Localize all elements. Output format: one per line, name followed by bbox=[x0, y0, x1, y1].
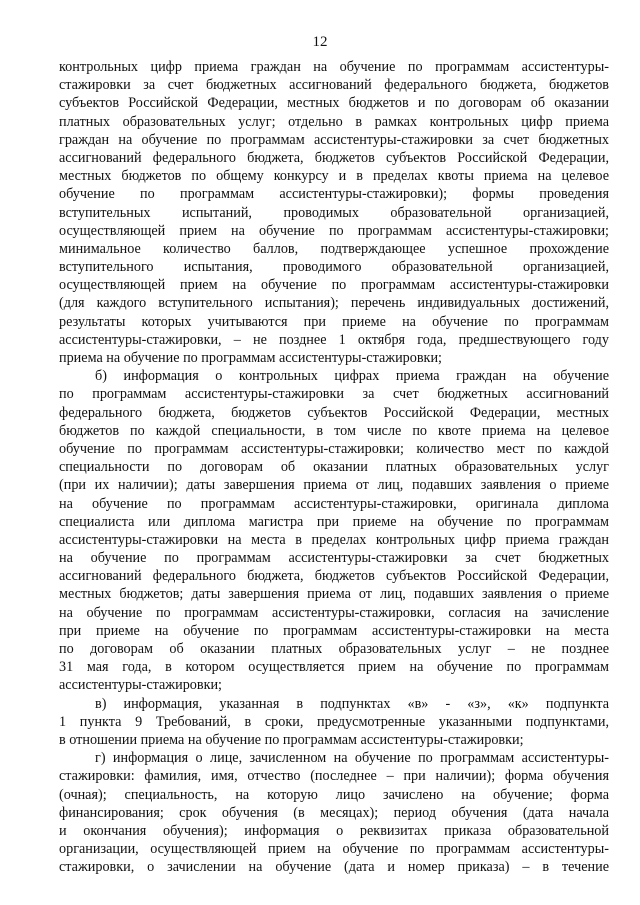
text-line: специалиста или диплома магистра при приеме на обучение по программам bbox=[59, 513, 609, 530]
text-line: организации, осуществляющей прием на обучение по программам ассистентуры- bbox=[59, 841, 609, 858]
text-line: на обучение по программам ассистентуры-стажировки, согласия на зачисление bbox=[59, 604, 609, 621]
text-line: бюджетов по каждой специальности, в том числе по квоте приема на целевое bbox=[59, 422, 609, 439]
text-line: г) информация о лице, зачисленном на обучение по программам ассистентуры- bbox=[95, 750, 609, 767]
text-line: федерального бюджета, бюджетов субъектов Российской Федерации, местных bbox=[59, 404, 609, 421]
text-line: (при их наличии); даты завершения приема от лиц, подавших заявления о приеме bbox=[59, 477, 609, 494]
text-line: осуществляющей прием на обучение по программам ассистентуры-стажировки; bbox=[59, 222, 609, 239]
text-line: ассигнований федерального бюджета, бюджетов субъектов Российской Федерации, bbox=[59, 149, 609, 166]
text-line: 31 мая года, в котором осуществляется прием на обучение по программам bbox=[59, 659, 609, 676]
text-line: специальности по договорам об оказании платных образовательных услуг bbox=[59, 459, 609, 476]
text-line: стажировки за счет бюджетных ассигнований федерального бюджета, бюджетов bbox=[59, 77, 609, 94]
text-line: осуществляющей прием на обучение по программам ассистентуры-стажировки bbox=[59, 277, 609, 294]
text-line: результаты которых учитываются при приеме на обучение по программам bbox=[59, 313, 609, 330]
text-line: вступительного испытания, проводимого образовательной организацией, bbox=[59, 259, 609, 276]
text-line: ассигнований федерального бюджета, бюджетов субъектов Российской Федерации, bbox=[59, 568, 609, 585]
text-line: субъектов Российской Федерации, местных бюджетов и по договорам об оказании bbox=[59, 95, 609, 112]
text-line: стажировки, о зачислении на обучение (дата и номер приказа) – в течение bbox=[59, 859, 609, 876]
text-line: обучение по программам ассистентуры-стажировки; количество мест по каждой bbox=[59, 440, 609, 457]
text-line: в отношении приема на обучение по программам ассистентуры-стажировки; bbox=[59, 731, 524, 748]
text-line: и окончания обучения); информация о реквизитах приказа образовательной bbox=[59, 822, 609, 839]
text-line: ассистентуры-стажировки на места в пределах контрольных цифр приема граждан bbox=[59, 531, 609, 548]
page-number: 12 bbox=[312, 34, 328, 50]
text-line: контрольных цифр приема граждан на обучение по программам ассистентуры- bbox=[59, 59, 609, 75]
text-line: на обучение по программам ассистентуры-стажировки за счет бюджетных bbox=[59, 550, 609, 567]
text-line: граждан на обучение по программам ассистентуры-стажировки за счет бюджетных bbox=[59, 131, 609, 148]
text-line: местных бюджетов по общему конкурсу и в пределах квоты приема на целевое bbox=[59, 168, 609, 185]
text-line: ассистентуры-стажировки; bbox=[59, 677, 223, 694]
text-line: ассистентуры-стажировки, – не позднее 1 октября года, предшествующего году bbox=[59, 331, 609, 348]
text-line: (очная); специальность, на которую лицо зачислено на обучение; форма bbox=[59, 786, 609, 803]
text-line: местных бюджетов; даты завершения приема от лиц, подавших заявления о приеме bbox=[59, 586, 609, 603]
text-line: обучение по программам ассистентуры-стажировки); формы проведения bbox=[59, 186, 609, 203]
text-line: в) информация, указанная в подпунктах «в» - «з», «к» подпункта bbox=[95, 695, 609, 712]
text-line: по договорам об оказании платных образовательных услуг – не позднее bbox=[59, 641, 609, 657]
text-line: платных образовательных услуг; отдельно в рамках контрольных цифр приема bbox=[59, 113, 609, 130]
text-line: минимальное количество баллов, подтверждающее успешное прохождение bbox=[59, 240, 609, 257]
text-line: при приеме на обучение по программам ассистентуры-стажировки на места bbox=[59, 622, 609, 639]
text-line: б) информация о контрольных цифрах приема граждан на обучение bbox=[95, 368, 609, 385]
text-line: финансирования; срок обучения (в месяцах); период обучения (дата начала bbox=[59, 804, 609, 821]
text-line: 1 пункта 9 Требований, в сроки, предусмотренные указанными подпунктами, bbox=[59, 713, 609, 730]
text-line: (для каждого вступительного испытания); перечень индивидуальных достижений, bbox=[59, 295, 609, 312]
text-line: стажировки: фамилия, имя, отчество (последнее – при наличии); форма обучения bbox=[59, 768, 609, 785]
text-line: вступительных испытаний, проводимых образовательной организацией, bbox=[59, 204, 609, 221]
text-line: на обучение по программам ассистентуры-стажировки, оригинала диплома bbox=[59, 495, 609, 512]
text-line: приема на обучение по программам ассистентуры-стажировки; bbox=[59, 350, 442, 366]
text-line: по программам ассистентуры-стажировки за счет бюджетных ассигнований bbox=[59, 386, 609, 403]
body-text bbox=[59, 58, 609, 876]
